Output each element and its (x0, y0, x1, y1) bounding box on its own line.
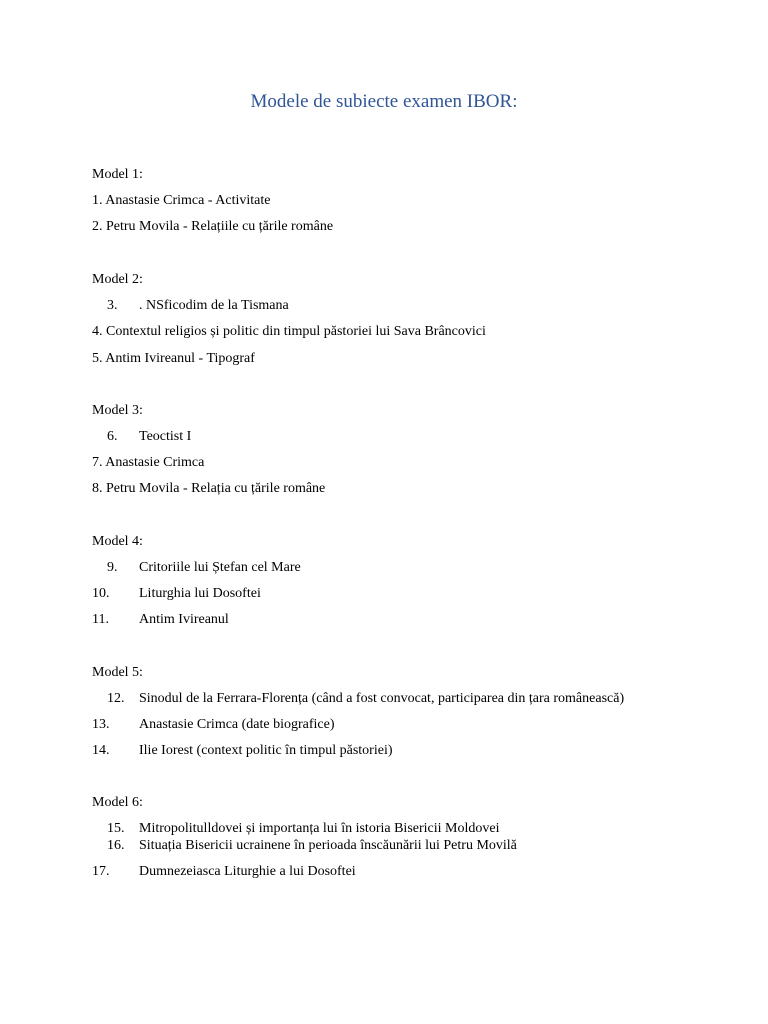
list-item-number: 16. (107, 838, 125, 853)
model-4-heading: Model 4: (92, 534, 143, 549)
list-item-number: 14. (92, 743, 110, 758)
document-title: Modele de subiecte examen IBOR: (250, 91, 518, 112)
list-item: 8. Petru Movila - Relația cu țările române (92, 481, 326, 496)
list-item-number: 9. (107, 560, 118, 575)
list-item: Situația Bisericii ucrainene în perioada înscăunării lui Petru Movilă (139, 838, 517, 853)
list-item: 5. Antim Ivireanul - Tipograf (92, 351, 255, 366)
list-item: Ilie Iorest (context politic în timpul păstoriei) (139, 743, 393, 758)
model-3-heading: Model 3: (92, 403, 143, 418)
list-item: . NSficodim de la Tismana (139, 298, 289, 313)
list-item: Antim Ivireanul (139, 612, 229, 627)
list-item-number: 17. (92, 864, 110, 879)
list-item: Teoctist I (139, 429, 192, 444)
model-5-heading: Model 5: (92, 665, 143, 680)
model-1-heading: Model 1: (92, 167, 143, 182)
list-item-number: 6. (107, 429, 118, 444)
list-item: 7. Anastasie Crimca (92, 455, 205, 470)
list-item: Liturghia lui Dosoftei (139, 586, 261, 601)
list-item: Anastasie Crimca (date biografice) (139, 717, 335, 732)
model-2-heading: Model 2: (92, 272, 143, 287)
list-item: 4. Contextul religios și politic din timpul păstoriei lui Sava Brâncovici (92, 324, 486, 339)
list-item: 1. Anastasie Crimca - Activitate (92, 193, 271, 208)
list-item-number: 3. (107, 298, 118, 313)
list-item: 2. Petru Movila - Relațiile cu țările române (92, 219, 334, 234)
list-item-number: 13. (92, 717, 110, 732)
list-item-number: 12. (107, 691, 125, 706)
list-item: Critoriile lui Ștefan cel Mare (139, 560, 301, 575)
list-item-number: 11. (92, 612, 109, 627)
model-6-heading: Model 6: (92, 795, 143, 810)
list-item: Mitropolitulldovei și importanța lui în istoria Bisericii Moldovei (139, 821, 500, 836)
list-item: Dumnezeiasca Liturghie a lui Dosoftei (139, 864, 356, 879)
list-item-number: 10. (92, 586, 110, 601)
list-item: Sinodul de la Ferrara-Florența (când a fost convocat, participarea din țara românească) (139, 691, 625, 706)
list-item-number: 15. (107, 821, 125, 836)
